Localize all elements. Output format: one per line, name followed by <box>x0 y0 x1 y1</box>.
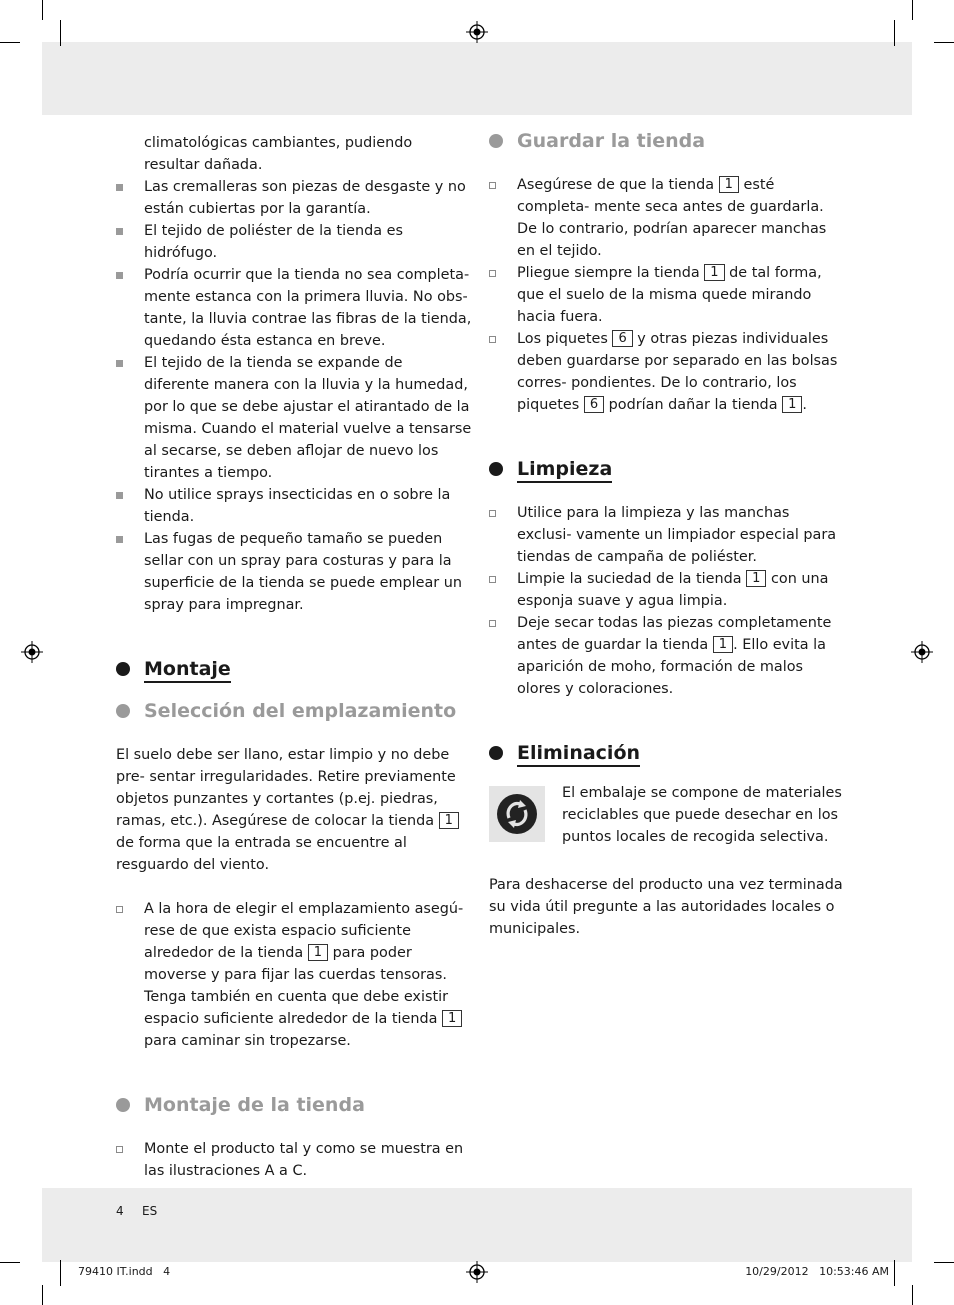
square-bullet-icon <box>116 492 123 499</box>
list-item: Monte el producto tal y como se muestra en las ilustraciones A a C. <box>116 1138 472 1182</box>
part-reference: 1 <box>308 944 328 961</box>
square-bullet-icon <box>116 536 123 543</box>
bullet-dot-icon <box>489 746 503 760</box>
bullet-dot-icon <box>489 462 503 476</box>
crop-mark <box>0 1262 20 1263</box>
footer-band <box>42 1188 912 1262</box>
list-item: Asegúrese de que la tienda 1 esté completa- mente seca antes de guardarla. De lo contrario, podrían aparecer manchas en el tejido. <box>489 174 845 262</box>
part-reference: 6 <box>612 330 632 347</box>
crop-mark <box>894 1260 895 1286</box>
registration-mark-icon <box>21 641 43 663</box>
square-bullet-icon <box>116 360 123 367</box>
list-item: Utilice para la limpieza y las manchas exclusi- vamente un limpiador especial para tiendas de campaña de poliéster. <box>489 502 845 568</box>
list-item: Podría ocurrir que la tienda no sea completa- mente estanca con la primera lluvia. No obs- tante, la lluvia contrae las fibras de la tienda, quedando ésta estanca en breve. <box>116 264 472 352</box>
heading-seleccion: Selección del emplazamiento <box>116 698 472 724</box>
left-column <box>116 132 472 1182</box>
checkbox-bullet-icon <box>489 510 496 517</box>
heading-guardar: Guardar la tienda <box>489 128 845 154</box>
part-reference: 1 <box>719 176 739 193</box>
crop-mark <box>60 20 61 46</box>
part-reference: 1 <box>713 636 733 653</box>
right-column <box>489 128 845 940</box>
header-band <box>42 42 912 115</box>
list-item: Pliegue siempre la tienda 1 de tal forma, que el suelo de la misma quede mirando hacia fuera. <box>489 262 845 328</box>
registration-mark-icon <box>911 641 933 663</box>
checkbox-bullet-icon <box>489 620 496 627</box>
crop-mark <box>894 20 895 46</box>
list-item: Las cremalleras son piezas de desgaste y no están cubiertas por la garantía. <box>116 176 472 220</box>
crop-mark <box>0 42 20 43</box>
eliminacion-paragraph: Para deshacerse del producto una vez terminada su vida útil pregunte a las autoridades locales o municipales. <box>489 877 843 937</box>
heading-montaje-tienda: Montaje de la tienda <box>116 1092 472 1118</box>
crop-mark <box>912 1285 913 1305</box>
crop-mark <box>42 1285 43 1305</box>
checkbox-bullet-icon <box>489 576 496 583</box>
crop-mark <box>934 42 954 43</box>
eliminacion-block <box>489 786 845 852</box>
heading-eliminacion: Eliminación <box>489 740 845 766</box>
part-reference: 1 <box>746 570 766 587</box>
checkbox-bullet-icon <box>116 906 123 913</box>
checkbox-bullet-icon <box>489 182 496 189</box>
checkbox-bullet-icon <box>489 270 496 277</box>
square-bullet-icon <box>116 272 123 279</box>
list-item: A la hora de elegir el emplazamiento asegú- rese de que exista espacio suficiente alrededor de la tienda 1 para poder moverse y para fijar las cuerdas tensoras. Tenga también en cuenta que debe existir espacio suficiente alrededor de la tienda 1 para caminar sin tropezarse. <box>116 898 472 1052</box>
registration-mark-icon <box>466 21 488 43</box>
green-dot-recycling-icon <box>489 786 545 842</box>
file-info: 79410 IT.indd 4 <box>78 1265 171 1278</box>
list-item: No utilice sprays insecticidas en o sobre la tienda. <box>116 484 472 528</box>
bullet-dot-icon <box>489 134 503 148</box>
heading-montaje: Montaje <box>116 656 472 682</box>
list-item: El tejido de poliéster de la tienda es hidrófugo. <box>116 220 472 264</box>
checkbox-bullet-icon <box>489 336 496 343</box>
part-reference: 1 <box>782 396 802 413</box>
checkbox-bullet-icon <box>116 1146 123 1153</box>
crop-mark <box>934 1262 954 1263</box>
square-bullet-icon <box>116 228 123 235</box>
intro-continuation: climatológicas cambiantes, pudiendo resultar dañada. <box>144 135 413 173</box>
list-item: Limpie la suciedad de la tienda 1 con una esponja suave y agua limpia. <box>489 568 845 612</box>
bullet-dot-icon <box>116 704 130 718</box>
part-reference: 1 <box>442 1010 462 1027</box>
part-reference: 1 <box>704 264 724 281</box>
heading-limpieza: Limpieza <box>489 456 845 482</box>
crop-mark <box>912 0 913 20</box>
bullet-dot-icon <box>116 662 130 676</box>
list-item: Las fugas de pequeño tamaño se pueden sellar con un spray para costuras y para la superficie de la tienda se puede emplear un spray para impregnar. <box>116 528 472 616</box>
list-item: Deje secar todas las piezas completamente antes de guardar la tienda 1 . Ello evita la aparición de moho, formación de malos olores y coloraciones. <box>489 612 845 700</box>
part-reference: 1 <box>439 812 459 829</box>
list-item: El tejido de la tienda se expande de diferente manera con la lluvia y la humedad, por lo que se debe ajustar el atirantado de la misma. Cuando el material vuelve a tensarse al secarse, se deben aflojar de nuevo los tirantes a tiempo. <box>116 352 472 484</box>
language-code: ES <box>142 1204 158 1218</box>
timestamp: 10/29/2012 10:53:46 AM <box>745 1265 889 1278</box>
seleccion-paragraph: El suelo debe ser llano, estar limpio y no debe pre- sentar irregularidades. Retire previamente objetos punzantes y cortantes (p.ej. piedras, ramas, etc.). Asegúrese de colocar la tienda 1 de forma que la entrada se encuentre al resguardo del viento. <box>116 744 472 876</box>
eliminacion-icon-text: El embalaje se compone de materiales reciclables que puede desechar en los puntos locales de recogida selectiva. <box>562 785 842 845</box>
page-number: 4 <box>116 1204 124 1218</box>
crop-mark <box>60 1260 61 1286</box>
list-item: Los piquetes 6 y otras piezas individuales deben guardarse por separado en las bolsas corres- pondientes. De lo contrario, los piquetes 6 podrían dañar la tienda 1 . <box>489 328 845 416</box>
bullet-dot-icon <box>116 1098 130 1112</box>
square-bullet-icon <box>116 184 123 191</box>
part-reference: 6 <box>584 396 604 413</box>
crop-mark <box>42 0 43 20</box>
registration-mark-icon <box>466 1261 488 1283</box>
